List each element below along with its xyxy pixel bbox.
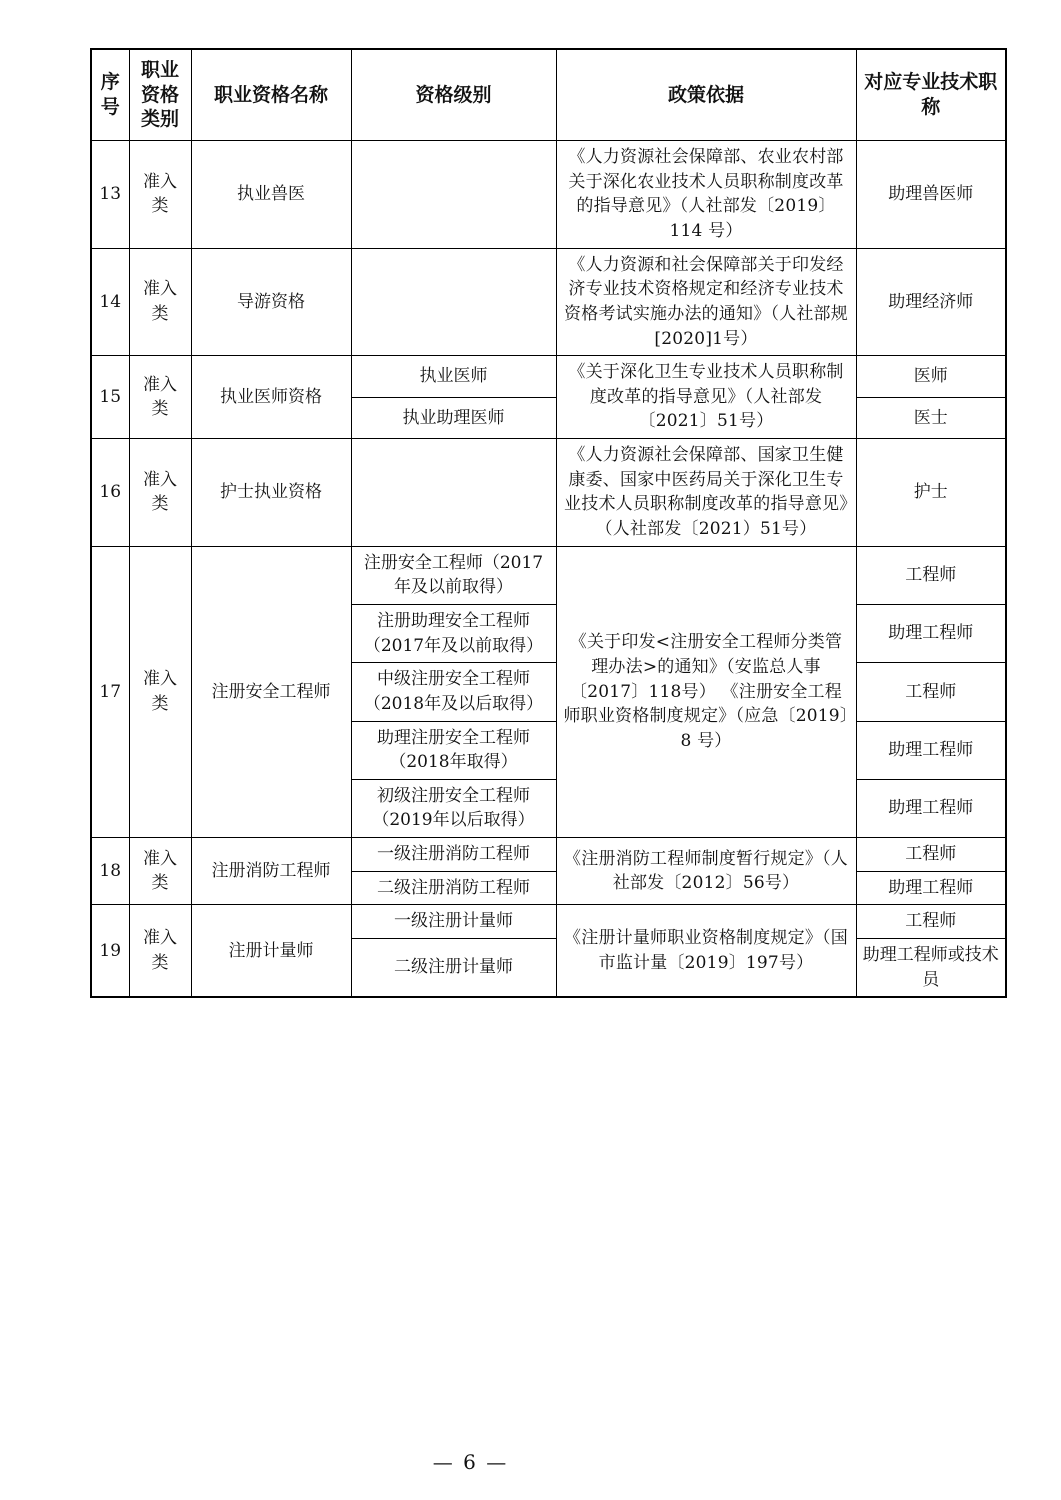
cell-sequence: 19: [91, 905, 129, 997]
table-header-row: [91, 49, 1006, 141]
table-header: [91, 49, 1006, 141]
cell-sequence: 15: [91, 356, 129, 439]
cell-policy-basis: 《关于深化卫生专业技术人员职称制度改革的指导意见》（人社部发〔2021〕51号）: [556, 356, 856, 439]
cell-level: [351, 141, 556, 249]
cell-professional-title: 助理工程师: [856, 721, 1006, 779]
cell-policy-basis: 《人力资源和社会保障部关于印发经济专业技术资格规定和经济专业技术资格考试实施办法的通知》（人社部规[2020]1号）: [556, 248, 856, 356]
cell-professional-title: 助理工程师: [856, 779, 1006, 837]
cell-category: 准入类: [129, 838, 191, 905]
column-header-name: 职业资格名称: [191, 49, 351, 141]
cell-level: [351, 439, 556, 547]
column-header-type: 职业资格类别: [129, 49, 191, 141]
table-row: [91, 248, 1006, 356]
cell-level: 初级注册安全工程师（2019年以后取得）: [351, 779, 556, 837]
table-row: [91, 905, 1006, 939]
table-row: [91, 141, 1006, 249]
cell-level: 助理注册安全工程师（2018年取得）: [351, 721, 556, 779]
cell-professional-title: 助理兽医师: [856, 141, 1006, 249]
cell-sequence: 14: [91, 248, 129, 356]
cell-sequence: 13: [91, 141, 129, 249]
cell-level: 一级注册消防工程师: [351, 838, 556, 872]
cell-level: 注册安全工程师（2017年及以前取得）: [351, 546, 556, 604]
cell-policy-basis: 《人力资源社会保障部、农业农村部关于深化农业技术人员职称制度改革的指导意见》（人社部发〔2019〕114 号）: [556, 141, 856, 249]
column-header-title: 对应专业技术职称: [856, 49, 1006, 141]
cell-level: 二级注册计量师: [351, 939, 556, 998]
cell-level: 执业助理医师: [351, 397, 556, 438]
cell-professional-title: 助理经济师: [856, 248, 1006, 356]
cell-category: 准入类: [129, 905, 191, 997]
column-header-level: 资格级别: [351, 49, 556, 141]
cell-category: 准入类: [129, 141, 191, 249]
cell-category: 准入类: [129, 248, 191, 356]
cell-qualification-name: 执业兽医: [191, 141, 351, 249]
cell-level: 二级注册消防工程师: [351, 871, 556, 905]
cell-professional-title: 助理工程师或技术员: [856, 939, 1006, 998]
cell-professional-title: 医士: [856, 397, 1006, 438]
cell-policy-basis: 《关于印发<注册安全工程师分类管理办法>的通知》（安监总人事〔2017〕118号） 《注册安全工程师职业资格制度规定》（应急〔2019〕8 号）: [556, 546, 856, 837]
table-row: [91, 356, 1006, 397]
cell-professional-title: 助理工程师: [856, 871, 1006, 905]
column-header-policy: 政策依据: [556, 49, 856, 141]
cell-policy-basis: 《人力资源社会保障部、国家卫生健康委、国家中医药局关于深化卫生专业技术人员职称制度改革的指导意见》（人社部发〔2021）51号）: [556, 439, 856, 547]
cell-qualification-name: 执业医师资格: [191, 356, 351, 439]
cell-qualification-name: 导游资格: [191, 248, 351, 356]
cell-sequence: 18: [91, 838, 129, 905]
cell-level: 执业医师: [351, 356, 556, 397]
page-footer: [0, 1450, 1061, 1474]
cell-policy-basis: 《注册消防工程师制度暂行规定》（人社部发〔2012〕56号）: [556, 838, 856, 905]
cell-qualification-name: 注册安全工程师: [191, 546, 351, 837]
cell-sequence: 17: [91, 546, 129, 837]
cell-professional-title: 助理工程师: [856, 604, 1006, 662]
cell-professional-title: 医师: [856, 356, 1006, 397]
cell-sequence: 16: [91, 439, 129, 547]
table-body: [91, 141, 1006, 998]
cell-qualification-name: 注册计量师: [191, 905, 351, 997]
table-row: [91, 546, 1006, 604]
cell-level: 一级注册计量师: [351, 905, 556, 939]
table-row: [91, 439, 1006, 547]
cell-professional-title: 工程师: [856, 905, 1006, 939]
column-header-seq: 序号: [91, 49, 129, 141]
page-number: — 6 —: [432, 1450, 509, 1474]
cell-qualification-name: 护士执业资格: [191, 439, 351, 547]
cell-level: 注册助理安全工程师（2017年及以前取得）: [351, 604, 556, 662]
cell-level: 中级注册安全工程师（2018年及以后取得）: [351, 663, 556, 721]
cell-category: 准入类: [129, 546, 191, 837]
cell-qualification-name: 注册消防工程师: [191, 838, 351, 905]
cell-level: [351, 248, 556, 356]
table-row: [91, 838, 1006, 872]
cell-category: 准入类: [129, 356, 191, 439]
cell-category: 准入类: [129, 439, 191, 547]
cell-professional-title: 护士: [856, 439, 1006, 547]
cell-professional-title: 工程师: [856, 838, 1006, 872]
cell-professional-title: 工程师: [856, 546, 1006, 604]
cell-professional-title: 工程师: [856, 663, 1006, 721]
cell-policy-basis: 《注册计量师职业资格制度规定》（国市监计量〔2019〕197号）: [556, 905, 856, 997]
qualification-table: [90, 48, 1007, 998]
